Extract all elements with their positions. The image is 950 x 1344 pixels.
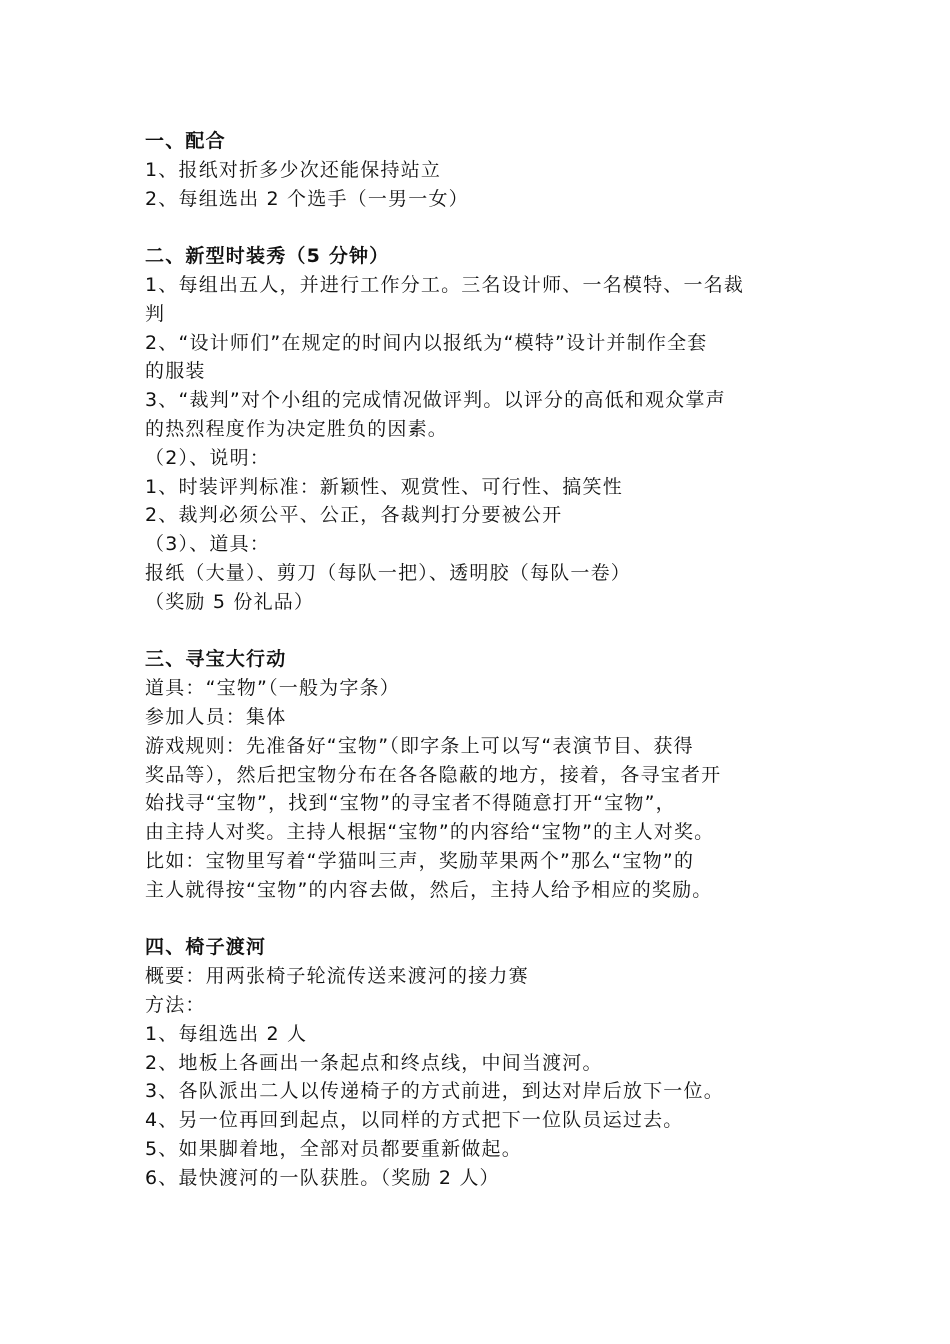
section-title: 四、椅子渡河 (145, 936, 267, 959)
section-spacer (145, 617, 810, 646)
text-line: 道具：“宝物”（一般为字条） (145, 677, 400, 700)
text-line: 4、另一位再回到起点，以同样的方式把下一位队员运过去。 (145, 1109, 684, 1132)
text-line: 2、裁判必须公平、公正，各裁判打分要被公开 (145, 504, 563, 527)
section-3 (145, 645, 810, 904)
text-line: 5、如果脚着地，全部对员都要重新做起。 (145, 1137, 522, 1160)
text-line: 游戏规则：先准备好“宝物”（即字条上可以写“表演节目、获得 (145, 734, 694, 757)
text-line: 3、各队派出二人以传递椅子的方式前进，到达对岸后放下一位。 (145, 1080, 724, 1103)
text-line: 比如：宝物里写着“学猫叫三声，奖励苹果两个”那么“宝物”的 (145, 849, 695, 872)
text-line: 2、每组选出 2 个选手（一男一女） (145, 187, 469, 210)
text-line: 判 (145, 302, 166, 325)
section-spacer (145, 213, 810, 242)
text-line: 参加人员：集体 (145, 705, 287, 728)
section-spacer (145, 905, 810, 934)
text-line: 1、报纸对折多少次还能保持站立 (145, 158, 442, 181)
section-4 (145, 933, 810, 1192)
text-line: 方法： (145, 993, 206, 1016)
section-title: 三、寻宝大行动 (145, 648, 287, 671)
section-2 (145, 242, 810, 616)
text-line: 奖品等），然后把宝物分布在各各隐蔽的地方，接着，各寻宝者开 (145, 763, 722, 786)
text-line: 概要：用两张椅子轮流传送来渡河的接力赛 (145, 965, 529, 988)
text-line: （奖励 5 份礼品） (145, 590, 315, 613)
text-line: 的服装 (145, 360, 206, 383)
text-line: 2、“设计师们”在规定的时间内以报纸为“模特”设计并制作全套 (145, 331, 708, 354)
text-line: 1、每组选出 2 人 (145, 1022, 308, 1045)
text-line: 的热烈程度作为决定胜负的因素。 (145, 417, 449, 440)
section-1 (145, 127, 810, 213)
text-line: 始找寻“宝物”，找到“宝物”的寻宝者不得随意打开“宝物”， (145, 792, 676, 815)
document-page (145, 127, 810, 1192)
text-line: 1、时装评判标准：新颖性、观赏性、可行性、搞笑性 (145, 475, 623, 498)
text-line: （2）、说明： (145, 446, 270, 469)
text-line: 1、每组出五人，并进行工作分工。三名设计师、一名模特、一名裁 (145, 273, 745, 296)
text-line: 2、地板上各画出一条起点和终点线，中间当渡河。 (145, 1051, 603, 1074)
text-line: 报纸（大量）、剪刀（每队一把）、透明胶（每队一卷） (145, 561, 632, 584)
text-line: 6、最快渡河的一队获胜。（奖励 2 人） (145, 1166, 500, 1189)
text-line: （3）、道具： (145, 533, 270, 556)
text-line: 主人就得按“宝物”的内容去做，然后，主持人给予相应的奖励。 (145, 878, 713, 901)
section-title: 二、新型时装秀（5 分钟） (145, 245, 390, 268)
text-line: 由主持人对奖。主持人根据“宝物”的内容给“宝物”的主人对奖。 (145, 821, 715, 844)
section-title: 一、配合 (145, 130, 226, 152)
text-line: 3、“裁判”对个小组的完成情况做评判。以评分的高低和观众掌声 (145, 389, 726, 412)
